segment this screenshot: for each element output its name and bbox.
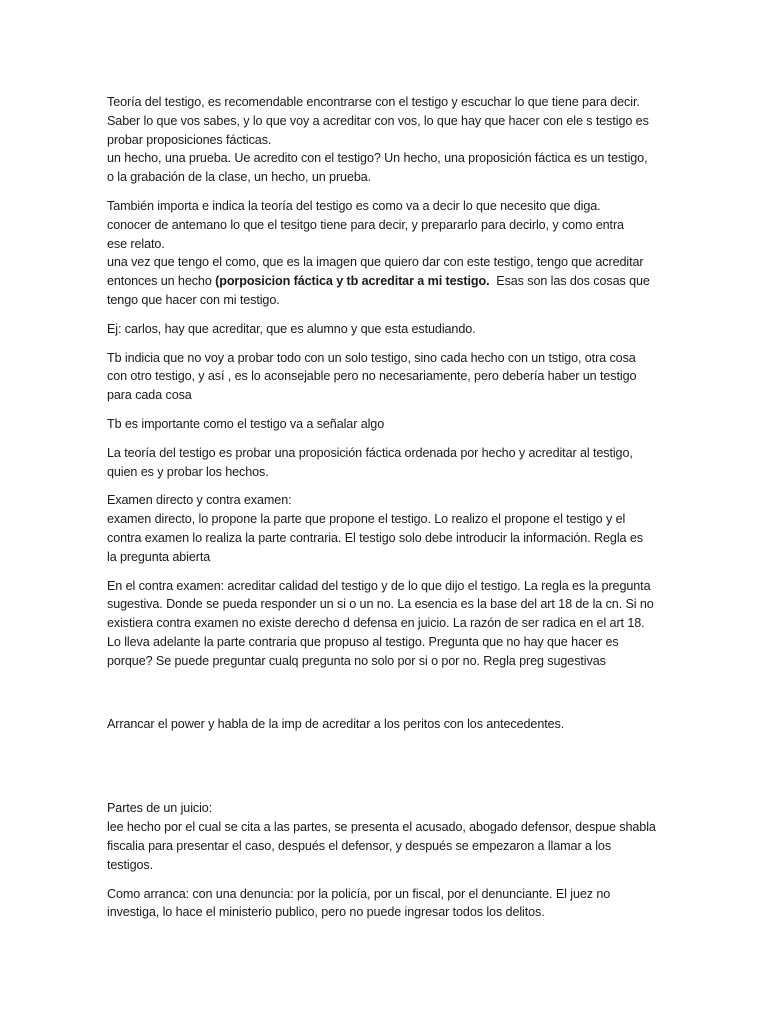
text-line: En el contra examen: acreditar calidad del testigo y de lo que dijo el testigo. La regla es la pregunta	[107, 578, 651, 593]
paragraph-como-arranca	[107, 885, 667, 923]
text-line: Tb indicia que no voy a probar todo con un solo testigo, sino cada hecho con un tstigo, otra cosa	[107, 350, 636, 365]
text-line: testigos.	[107, 857, 154, 872]
text-line: contra examen lo realiza la parte contraria. El testigo solo debe introducir la información. Regla es	[107, 530, 643, 545]
text-line: una vez que tengo el como, que es la imagen que quiero dar con este testigo, tengo que acreditar	[107, 255, 644, 270]
text-line	[107, 272, 667, 291]
text-line: sugestiva. Donde se pueda responder un si o un no. La esencia es la base del art 18 de la cn. Si no	[107, 597, 654, 612]
text-line: La teoría del testigo es probar una proposición fáctica ordenada por hecho y acreditar al testigo,	[107, 445, 633, 460]
text-line: un hecho, una prueba. Ue acredito con el testigo? Un hecho, una proposición fáctica es un testigo,	[107, 151, 648, 166]
paragraph-ejemplo	[107, 320, 667, 339]
text-line: fiscalia para presentar el caso, después el defensor, y después se empezaron a llamar a los	[107, 838, 612, 853]
text-run: entonces un hecho	[107, 274, 216, 289]
bold-text-run: (porposicion fáctica y tb acreditar a mi testigo.	[215, 274, 490, 289]
paragraph-arrancar-power	[107, 715, 667, 734]
text-line: ese relato.	[107, 236, 165, 251]
text-line: la pregunta abierta	[107, 549, 211, 564]
text-line: Lo lleva adelante la parte contraria que propuso al testigo. Pregunta que no hay que hacer es	[107, 634, 619, 649]
text-line: Tb es importante como el testigo va a señalar algo	[107, 416, 385, 431]
text-line: examen directo, lo propone la parte que propone el testigo. Lo realizo el propone el testigo y el	[107, 512, 626, 527]
text-line: probar proposiciones fácticas.	[107, 132, 272, 147]
paragraph-tambien-importa	[107, 197, 667, 310]
text-line: lee hecho por el cual se cita a las partes, se presenta el acusado, abogado defensor, despue shabla	[107, 820, 656, 835]
paragraph-examen-directo	[107, 491, 667, 566]
text-run: Esas son las dos cosas que	[489, 274, 650, 289]
text-line: Saber lo que vos sabes, y lo que voy a acreditar con vos, lo que hay que hacer con ele s testigo es	[107, 113, 649, 128]
text-line: investiga, lo hace el ministerio publico, pero no puede ingresar todos los delitos.	[107, 905, 545, 920]
text-line: para cada cosa	[107, 388, 192, 403]
text-line: Ej: carlos, hay que acreditar, que es alumno y que esta estudiando.	[107, 321, 476, 336]
text-line: quien es y probar los hechos.	[107, 464, 269, 479]
document-body	[107, 93, 667, 932]
text-line: Teoría del testigo, es recomendable encontrarse con el testigo y escuchar lo que tiene para decir.	[107, 95, 640, 109]
text-line: con otro testigo, y así , es lo aconsejable pero no necesariamente, pero debería haber un testigo	[107, 369, 637, 384]
text-line: Partes de un juicio:	[107, 801, 213, 816]
text-line: Como arranca: con una denuncia: por la policía, por un fiscal, por el denunciante. El juez no	[107, 886, 611, 901]
paragraph-contra-examen	[107, 577, 667, 671]
text-line: También importa e indica la teoría del testigo es como va a decir lo que necesito que diga.	[107, 198, 601, 213]
text-line: porque? Se puede preguntar cualq pregunta no solo por si o por no. Regla preg sugestivas	[107, 653, 606, 668]
blank-space	[107, 681, 667, 715]
paragraph-tb-indicia	[107, 349, 667, 405]
text-line: tengo que hacer con mi testigo.	[107, 292, 280, 307]
paragraph-teoria-definicion	[107, 444, 667, 482]
paragraph-tb-importante	[107, 415, 667, 434]
paragraph-teoria-testigo	[107, 93, 667, 187]
text-line: o la grabación de la clase, un hecho, un prueba.	[107, 170, 372, 185]
text-line: Examen directo y contra examen:	[107, 493, 292, 508]
text-line: existiera contra examen no existe derecho d defensa en juicio. La razón de ser radica en el art 18.	[107, 616, 645, 631]
text-line: conocer de antemano lo que el tesitgo tiene para decir, y prepararlo para decirlo, y como entra	[107, 217, 624, 232]
paragraph-partes-juicio	[107, 799, 667, 874]
blank-space	[107, 743, 667, 799]
text-line: Arrancar el power y habla de la imp de acreditar a los peritos con los antecedentes.	[107, 716, 565, 731]
